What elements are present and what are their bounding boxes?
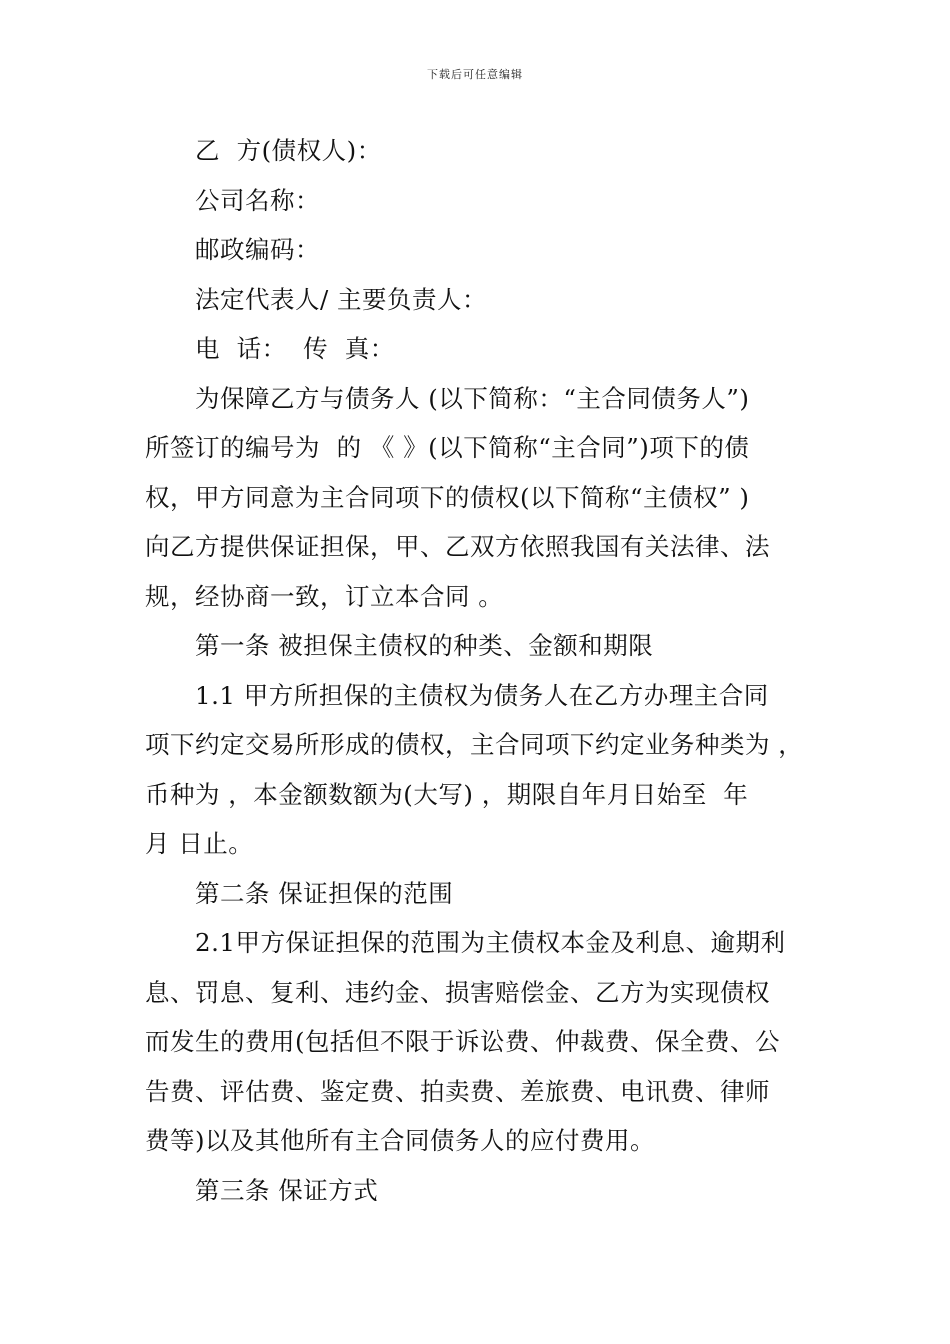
preamble-line: 所签订的编号为 的 《 》(以下简称“主合同”)项下的债 [145, 433, 750, 462]
clause-2-1-line: 费等)以及其他所有主合同债务人的应付费用。 [145, 1126, 656, 1155]
clause-2-1-line: 告费、评估费、鉴定费、拍卖费、差旅费、电讯费、律师 [145, 1076, 770, 1106]
clause-1-1-line: 1.1 甲方所担保的主债权为债务人在乙方办理主合同 [195, 680, 769, 710]
party-b-label: 乙 方(债权人)： [195, 136, 382, 165]
article-2-heading: 第二条 保证担保的范围 [195, 878, 454, 908]
postal-code-label: 邮政编码： [195, 235, 320, 264]
preamble-line: 权，甲方同意为主合同项下的债权(以下简称“主债权” ) [145, 482, 750, 512]
legal-representative-label: 法定代表人/ 主要负责人： [195, 284, 488, 314]
phone-fax-label: 电 话： 传 真： [195, 334, 395, 363]
clause-1-1-line: 项下约定交易所形成的债权，主合同项下约定业务种类为 ， [145, 730, 804, 759]
clause-2-1-line: 息、罚息、复利、违约金、损害赔偿金、乙方为实现债权 [145, 977, 770, 1007]
company-name-label: 公司名称： [195, 185, 320, 215]
preamble-line: 向乙方提供保证担保，甲、乙双方依照我国有关法律、法 [145, 532, 770, 561]
clause-2-1-line: 而发生的费用(包括但不限于诉讼费、仲裁费、保全费、公 [145, 1027, 781, 1056]
clause-2-1-line: 2.1甲方保证担保的范围为主债权本金及利息、逾期利 [195, 928, 786, 957]
preamble-line: 规，经协商一致，订立本合同 。 [145, 581, 504, 611]
clause-1-1-line: 币种为 ，本金额数额为(大写) ，期限自年月日始至 年 [145, 779, 749, 809]
article-3-heading: 第三条 保证方式 [195, 1175, 379, 1205]
header-note: 下载后可任意编辑 [427, 68, 523, 81]
contract-body [145, 126, 810, 1215]
article-1-heading: 第一条 被担保主债权的种类、金额和期限 [195, 631, 654, 660]
preamble-line: 为保障乙方与债务人 (以下简称：“主合同债务人”) [195, 383, 750, 413]
clause-1-1-line: 月 日止。 [145, 829, 254, 858]
